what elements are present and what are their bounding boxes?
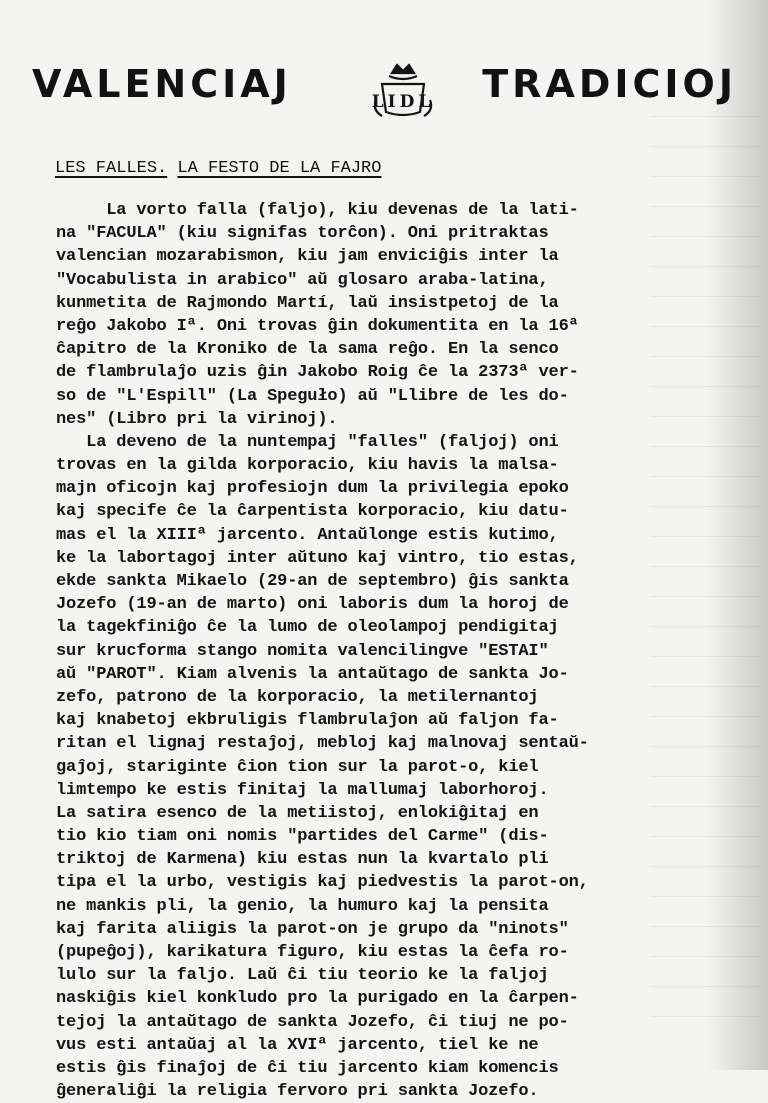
text-line: nes" (Libro pri la virinoj). (56, 409, 338, 429)
text-line: la tagekfiniĝo ĉe la lumo de oleolampoj pendigitaj (56, 618, 559, 638)
text-line: kunmetita de Rajmondo Martí, laŭ insistpetoj de la (56, 293, 559, 313)
text-line: kaj knabetoj ekbruligis flambrulaĵon aŭ faljon fa- (56, 711, 559, 731)
text-line: aŭ "PAROT". Kiam alvenis la antaŭtago de sankta Jo- (56, 664, 569, 684)
text-line: ĝeneraliĝi la religia fervoro pri sankta Jozefo. (56, 1082, 539, 1102)
article-body (56, 199, 736, 1103)
emblem-icon (370, 60, 436, 120)
text-line: ekde sankta Mikaelo (29-an de septembro) ĝis sankta (56, 572, 569, 591)
text-line: na "FACULA" (kiu signifas torĉon). Oni pritraktas (56, 224, 549, 244)
header-title-left: VALENCIAJ (32, 62, 292, 106)
text-line: tipa el la urbo, vestigis kaj piedvestis la parot-on, (56, 873, 589, 893)
text-line: tejoj la antaŭtago de sankta Jozefo, ĉi tiuj ne po- (56, 1012, 569, 1032)
text-line: ritan el lignaj restaĵoj, mebloj kaj malnovaj sentaŭ- (56, 734, 589, 754)
header-title-right: TRADICIOJ (482, 62, 737, 106)
text-line: naskiĝis kiel konkludo pro la purigado en la ĉarpen- (56, 989, 579, 1009)
text-line: zefo, patrono de la korporacio, la metilernantoj (56, 687, 539, 707)
text-line: de flambrulaĵo uzis ĝin Jakobo Roig ĉe la 2373ª ver- (56, 363, 579, 383)
text-line: triktoj de Karmena) kiu estas nun la kvartalo pli (56, 850, 549, 870)
section-title-part1: LES FALLES. (55, 159, 168, 178)
text-line: Jozefo (19-an de marto) oni laboris dum la horoj de (56, 595, 569, 615)
text-line: vus esti antaŭaj al la XVIª jarcento, tiel ke ne (56, 1035, 539, 1055)
text-line: La satira esenco de la metiistoj, enlokiĝitaj en (56, 803, 539, 823)
page-header (32, 60, 737, 122)
text-line: limtempo ke estis finitaj la mallumaj laborhoroj. (56, 780, 549, 800)
text-line: mas el la XIIIª jarcento. Antaŭlonge estis kutimo, (56, 525, 559, 545)
text-line: La deveno de la nuntempaj "falles" (faljoj) oni (56, 432, 559, 452)
text-line: majn oficojn kaj profesiojn dum la privilegia epoko (56, 479, 569, 499)
text-line: La vorto falla (faljo), kiu devenas de la lati- (56, 201, 579, 220)
text-line: ĉapitro de la Kroniko de la sama reĝo. En la senco (56, 340, 559, 360)
text-line: valencian mozarabismon, kiu jam enviciĝis inter la (56, 247, 559, 267)
text-line: lulo sur la faljo. Laŭ ĉi tiu teorio ke la faljoj (56, 966, 549, 986)
section-title (55, 159, 381, 178)
text-line: ke la labortagoj inter aŭtuno kaj vintro, tio estas, (56, 548, 579, 568)
text-line: sur krucforma stango nomita valencilingve "ESTAI" (56, 641, 549, 661)
text-line: gaĵoj, stariginte ĉion tion sur la parot-o, kiel (56, 757, 539, 777)
text-line: reĝo Jakobo Iª. Oni trovas ĝin dokumentita en la 16ª (56, 316, 579, 336)
text-line: estis ĝis finaĵoj de ĉi tiu jarcento kiam komencis (56, 1058, 559, 1078)
text-line: "Vocabulista in arabico" aŭ glosaro araba-latina, (56, 270, 549, 290)
text-line: (pupeĝoj), karikatura figuro, kiu estas la ĉefa ro- (56, 943, 569, 962)
section-title-part2: LA FESTO DE LA FAJRO (177, 159, 382, 178)
text-line: trovas en la gilda korporacio, kiu havis la malsa- (56, 456, 559, 476)
text-line: tio kio tiam oni nomis "partides del Carme" (dis- (56, 827, 549, 847)
text-line: so de "L'Espill" (La Speguło) aŭ "Llibre de les do- (56, 386, 569, 406)
text-line: kaj specife ĉe la ĉarpentista korporacio, kiu datu- (56, 502, 569, 522)
text-line: ne mankis pli, la genio, la humuro kaj la pensita (56, 896, 549, 916)
emblem-letters: LIDL (371, 92, 435, 112)
text-line: kaj farita aliigis la parot-on je grupo da "ninots" (56, 919, 569, 939)
